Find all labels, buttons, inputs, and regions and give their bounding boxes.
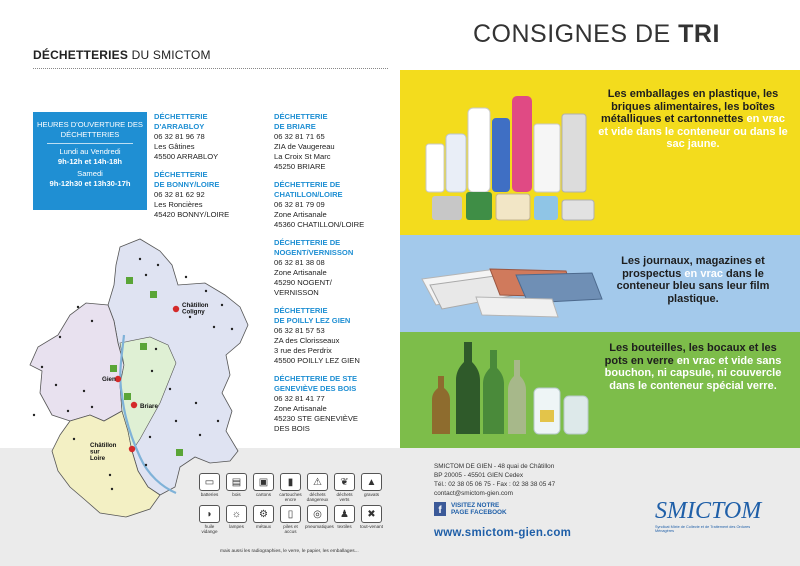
- smictom-logo: [655, 498, 775, 534]
- dechetterie-address: 3 rue des Perdrix: [274, 346, 332, 355]
- title-divider: [33, 68, 388, 69]
- dechetterie-entry: [274, 306, 394, 366]
- dechetterie-phone: 06 32 81 79 09: [274, 200, 325, 209]
- city-marker: [129, 446, 135, 452]
- dechetterie-name: DÉCHETTERIE DE NOGENT/VERNISSON: [274, 238, 354, 257]
- dechetterie-phone: 06 32 81 38 08: [274, 258, 325, 267]
- recycle-center-icon: [124, 393, 131, 400]
- tyre-icon: ◎: [307, 505, 328, 523]
- dechetterie-name: DÉCHETTERIE DE BRIARE: [274, 112, 328, 131]
- waste-type-tout-venant: ✖ tout-venant: [359, 505, 384, 534]
- oil-icon: ◗: [199, 505, 220, 523]
- cartridge-icon: ▮: [280, 473, 301, 491]
- contact-phone: Tél.: 02 38 05 06 75 - Fax : 02 38 38 05 47: [434, 481, 556, 488]
- hours-day-saturday: Samedi: [77, 169, 103, 178]
- dechetterie-name: DÉCHETTERIE D'ARRABLOY: [154, 112, 208, 131]
- dechetterie-entry: [154, 170, 264, 220]
- dechetterie-address: ZIA de Vaugereau: [274, 142, 335, 151]
- hours-divider: [47, 143, 133, 144]
- cell-icon: ▯: [280, 505, 301, 523]
- yellow-bin-section: [400, 70, 800, 235]
- page-title-dechetteries: DÉCHETTERIES DU SMICTOM: [33, 48, 211, 62]
- logo-wordmark: SMICTOM: [655, 498, 762, 524]
- waste-type-verts: ❦ déchets verts: [332, 473, 357, 502]
- blue-bin-instructions: Les journaux, magazines et prospectus en vrac dans le conteneur bleu sans leur film plastique.: [616, 255, 770, 305]
- paper-illustration: [416, 245, 606, 325]
- waste-type-textiles: ♟ textiles: [332, 505, 357, 534]
- recycle-center-icon: [140, 343, 147, 350]
- city-label-chatillon-coligny: Châtillon Coligny: [182, 302, 209, 316]
- city-marker: [131, 402, 137, 408]
- lamp-icon: ☼: [226, 505, 247, 523]
- facebook-icon: f: [434, 502, 446, 516]
- dechetterie-address: La Croix St Marc: [274, 152, 331, 161]
- contact-email[interactable]: contact@smictom-gien.com: [434, 490, 513, 497]
- right-page: [400, 0, 800, 566]
- packaging-illustration: [412, 74, 612, 234]
- dechetterie-city: 45500 POILLY LEZ GIEN: [274, 356, 360, 365]
- dechetterie-list-b: [274, 112, 394, 442]
- icon-row: [197, 473, 392, 502]
- recycle-center-icon: [110, 365, 117, 372]
- waste-type-huile: ◗ huile vidange: [197, 505, 222, 534]
- waste-type-bois: ▤ bois: [224, 473, 249, 502]
- dechetterie-address: Zone Artisanale: [274, 268, 327, 277]
- dechetterie-name: DÉCHETTERIE DE CHATILLON/LOIRE: [274, 180, 343, 199]
- dechetterie-address: Zone Artisanale: [274, 404, 327, 413]
- dechetterie-entry: [154, 112, 264, 162]
- city-marker: [173, 306, 179, 312]
- wood-icon: ▤: [226, 473, 247, 491]
- dechetterie-name: DÉCHETTERIE DE STE GENEVIÈVE DES BOIS: [274, 374, 358, 393]
- recycle-center-icon: [126, 277, 133, 284]
- dechetterie-entry: [274, 238, 394, 298]
- blue-bin-section: [400, 235, 800, 332]
- map-region-west: [30, 303, 124, 421]
- dechetterie-city: 45290 NOGENT/ VERNISSON: [274, 278, 332, 297]
- dechetterie-address: ZA des Clorisseaux: [274, 336, 340, 345]
- city-label-gien: Gien: [102, 376, 116, 383]
- city-label-briare: Briare: [140, 403, 158, 410]
- recycle-center-icon: [176, 449, 183, 456]
- leaf-icon: ❦: [334, 473, 355, 491]
- yellow-bin-instructions: Les emballages en plastique, les briques alimentaires, les boîtes métalliques et cartonnettes en vrac et vide dans le conteneur ou dans le sac jaune.: [598, 88, 788, 150]
- textile-icon: ♟: [334, 505, 355, 523]
- waste-type-piles: ▯ piles et accus: [278, 505, 303, 534]
- glass-bin-instructions: Les bouteilles, les bocaux et les pots en verre en vrac et vide sans bouchon, ni capsule, ni couvercle dans le conteneur spécial verre.: [604, 342, 782, 392]
- logo-subtitle: Syndicat Mixte de Collecte et de Traitement des Ordures Ménagères: [655, 525, 751, 534]
- glass-bin-section: [400, 332, 800, 448]
- dechetterie-phone: 06 32 81 41 77: [274, 394, 325, 403]
- dechetterie-phone: 06 32 81 62 92: [154, 190, 205, 199]
- dechetterie-city: 45250 BRIARE: [274, 162, 326, 171]
- recycle-center-icon: [150, 291, 157, 298]
- dechetterie-entry: [274, 112, 394, 172]
- waste-type-dangereux: ⚠ déchets dangereux: [305, 473, 330, 502]
- dechetterie-city: 45360 CHATILLON/LOIRE: [274, 220, 365, 229]
- dechetterie-name: DÉCHETTERIE DE POILLY LEZ GIEN: [274, 306, 351, 325]
- website-link[interactable]: www.smictom-gien.com: [434, 527, 572, 539]
- hours-day-weekday: Lundi au Vendredi: [59, 147, 121, 156]
- page-title-consignes: CONSIGNES DE TRI: [473, 20, 720, 48]
- dechetterie-address: Les Gâtines: [154, 142, 195, 151]
- contact-postal: BP 20005 - 45501 GIEN Cedex: [434, 472, 524, 479]
- dechetterie-entry: [274, 374, 394, 434]
- glass-illustration: [424, 336, 604, 446]
- waste-note: mais aussi les radiographies, le verre, le papier, les emballages...: [220, 549, 359, 554]
- hours-title: HEURES D'OUVERTURE DES DÉCHETTERIES: [37, 120, 143, 139]
- facebook-link[interactable]: [434, 502, 507, 516]
- dechetterie-city: 45420 BONNY/LOIRE: [154, 210, 230, 219]
- dechetterie-address: Zone Artisanale: [274, 210, 327, 219]
- misc-icon: ✖: [361, 505, 382, 523]
- battery-icon: ▭: [199, 473, 220, 491]
- icon-row: [197, 505, 392, 534]
- city-label-chatillon-loire: Châtillon sur Loire: [90, 442, 117, 462]
- contact-address: SMICTOM DE GIEN - 48 quai de Châtillon: [434, 463, 555, 470]
- waste-type-metaux: ⚙ métaux: [251, 505, 276, 534]
- hours-time-weekday: 9h-12h et 14h-18h: [57, 157, 123, 166]
- opening-hours-box: [33, 112, 147, 210]
- waste-type-lampes: ☼ lampes: [224, 505, 249, 534]
- dechetterie-phone: 06 32 81 71 65: [274, 132, 325, 141]
- dechetterie-list-a: [154, 112, 264, 228]
- hazard-icon: ⚠: [307, 473, 328, 491]
- metal-icon: ⚙: [253, 505, 274, 523]
- dechetterie-city: 45500 ARRABLOY: [154, 152, 219, 161]
- dechetterie-address: Les Roncières: [154, 200, 203, 209]
- rubble-icon: ▲: [361, 473, 382, 491]
- dechetterie-phone: 06 32 81 96 78: [154, 132, 205, 141]
- dechetterie-name: DÉCHETTERIE DE BONNY/LOIRE: [154, 170, 220, 189]
- waste-type-gravats: ▲ gravats: [359, 473, 384, 502]
- waste-type-cartouches: ▮ cartouches encre: [278, 473, 303, 502]
- accepted-waste-icons: [197, 473, 392, 537]
- contact-block: [434, 462, 555, 498]
- dechetterie-entry: [274, 180, 394, 230]
- waste-type-cartons: ▣ cartons: [251, 473, 276, 502]
- hours-time-saturday: 9h-12h30 et 13h30-17h: [49, 179, 131, 188]
- waste-type-batteries: ▭ batteries: [197, 473, 222, 502]
- dechetterie-phone: 06 32 81 57 53: [274, 326, 325, 335]
- waste-type-pneus: ◎ pneumatiques: [305, 505, 330, 534]
- dechetterie-city: 45230 STE GENEVIÈVE DES BOIS: [274, 414, 358, 433]
- facebook-label: VISITEZ NOTRE PAGE FACEBOOK: [451, 502, 507, 516]
- box-icon: ▣: [253, 473, 274, 491]
